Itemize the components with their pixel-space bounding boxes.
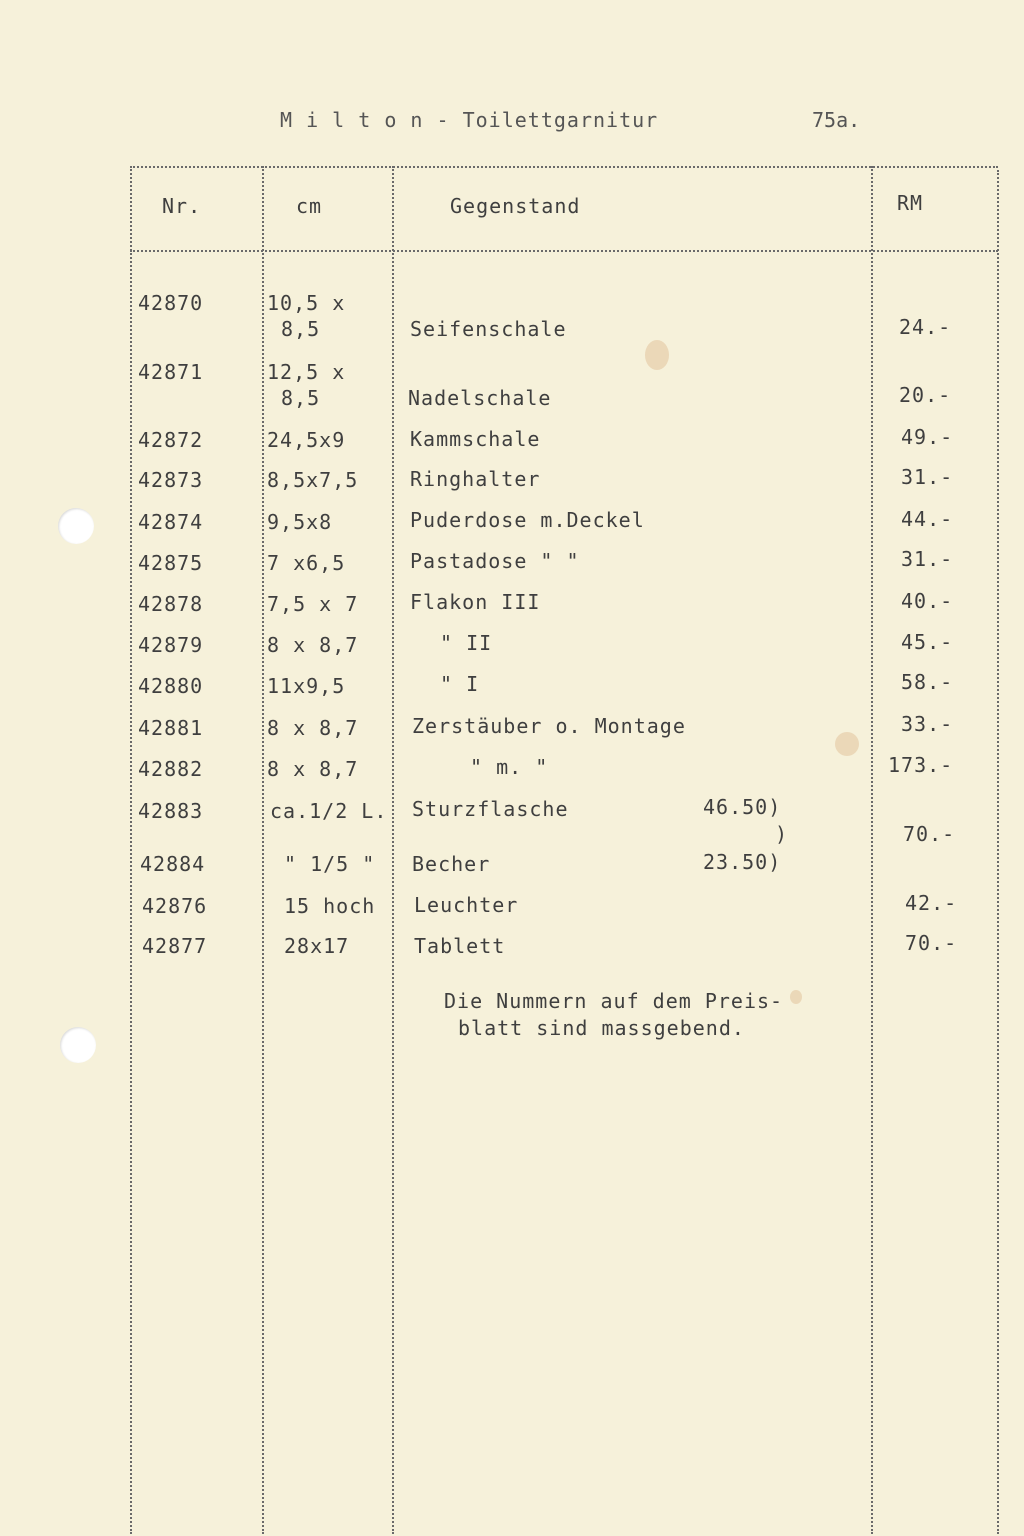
row-subprice: 23.50) [703, 850, 782, 874]
row-nr: 42874 [138, 510, 204, 534]
row-item: Pastadose " " [410, 549, 580, 573]
punch-hole-bottom [60, 1027, 96, 1063]
row-nr: 42882 [138, 757, 204, 781]
row-item: Leuchter [414, 893, 519, 917]
row-size: 10,5 x [267, 291, 346, 315]
column-header-cm: cm [296, 194, 323, 218]
row-nr: 42877 [142, 934, 208, 958]
row-price: 20.- [899, 383, 952, 407]
column-header-nr: Nr. [162, 194, 202, 218]
row-size-cont: 8,5 [281, 317, 321, 341]
row-item: Becher [412, 852, 491, 876]
row-nr: 42878 [138, 592, 204, 616]
document-title: M i l t o n - Toilettgarnitur [280, 108, 659, 132]
table-right-rule [997, 170, 999, 1534]
row-price: 49.- [901, 425, 954, 449]
row-nr: 42884 [140, 852, 206, 876]
row-price: 42.- [905, 891, 958, 915]
row-item: Sturzflasche [412, 797, 569, 821]
table-top-rule [130, 166, 998, 168]
row-nr: 42870 [138, 291, 204, 315]
row-size: 11x9,5 [267, 674, 346, 698]
paper-stain [645, 340, 669, 370]
row-size: 12,5 x [267, 360, 346, 384]
row-subprice: 46.50) [703, 795, 782, 819]
column-header-item: Gegenstand [450, 194, 581, 218]
row-size: 28x17 [284, 934, 350, 958]
row-size: 8 x 8,7 [267, 716, 359, 740]
row-item: Tablett [414, 934, 506, 958]
row-size: 8 x 8,7 [267, 633, 359, 657]
row-nr: 42875 [138, 551, 204, 575]
row-size: 8,5x7,5 [267, 468, 359, 492]
column-divider-nr-cm [262, 166, 264, 1534]
row-price: 70.- [905, 931, 958, 955]
paper-stain [790, 990, 802, 1004]
bracket-connector: ) [775, 822, 789, 846]
row-nr: 42881 [138, 716, 204, 740]
row-nr: 42876 [142, 894, 208, 918]
row-size: 8 x 8,7 [267, 757, 359, 781]
row-nr: 42872 [138, 428, 204, 452]
row-price-combined: 70.- [903, 822, 956, 846]
note-line-1: Die Nummern auf dem Preis- [444, 989, 784, 1013]
punch-hole-top [58, 508, 94, 544]
row-price: 40.- [901, 589, 954, 613]
row-size: 9,5x8 [267, 510, 333, 534]
paper-stain [835, 732, 859, 756]
row-item: Zerstäuber o. Montage [412, 714, 686, 738]
row-price: 45.- [901, 630, 954, 654]
row-item: " I [440, 672, 480, 696]
row-size: ca.1/2 L. [270, 799, 388, 823]
row-nr: 42883 [138, 799, 204, 823]
row-price: 173.- [888, 753, 954, 777]
row-price: 33.- [901, 712, 954, 736]
row-item: " II [440, 631, 493, 655]
row-price: 44.- [901, 507, 954, 531]
row-size: 7,5 x 7 [267, 592, 359, 616]
row-item: Seifenschale [410, 317, 567, 341]
row-item: Flakon III [410, 590, 541, 614]
row-size: 15 hoch [284, 894, 376, 918]
row-price: 31.- [901, 465, 954, 489]
row-price: 58.- [901, 670, 954, 694]
row-price: 24.- [899, 315, 952, 339]
row-size: 7 x6,5 [267, 551, 346, 575]
row-item: Puderdose m.Deckel [410, 508, 645, 532]
row-item: " m. " [470, 755, 549, 779]
row-size-cont: 8,5 [281, 386, 321, 410]
row-price: 31.- [901, 547, 954, 571]
row-nr: 42879 [138, 633, 204, 657]
row-item: Nadelschale [408, 386, 552, 410]
column-divider-item-price [871, 166, 873, 1534]
row-item: Ringhalter [410, 467, 541, 491]
row-nr: 42873 [138, 468, 204, 492]
table-left-rule [130, 166, 132, 1534]
row-nr: 42871 [138, 360, 204, 384]
note-line-2: blatt sind massgebend. [458, 1016, 745, 1040]
column-header-price: RM [897, 191, 924, 215]
row-item: Kammschale [410, 427, 541, 451]
page-number: 75a. [812, 108, 861, 132]
table-header-rule [130, 250, 998, 252]
row-nr: 42880 [138, 674, 204, 698]
row-size: 24,5x9 [267, 428, 346, 452]
row-size: " 1/5 " [284, 852, 376, 876]
column-divider-cm-item [392, 166, 394, 1534]
